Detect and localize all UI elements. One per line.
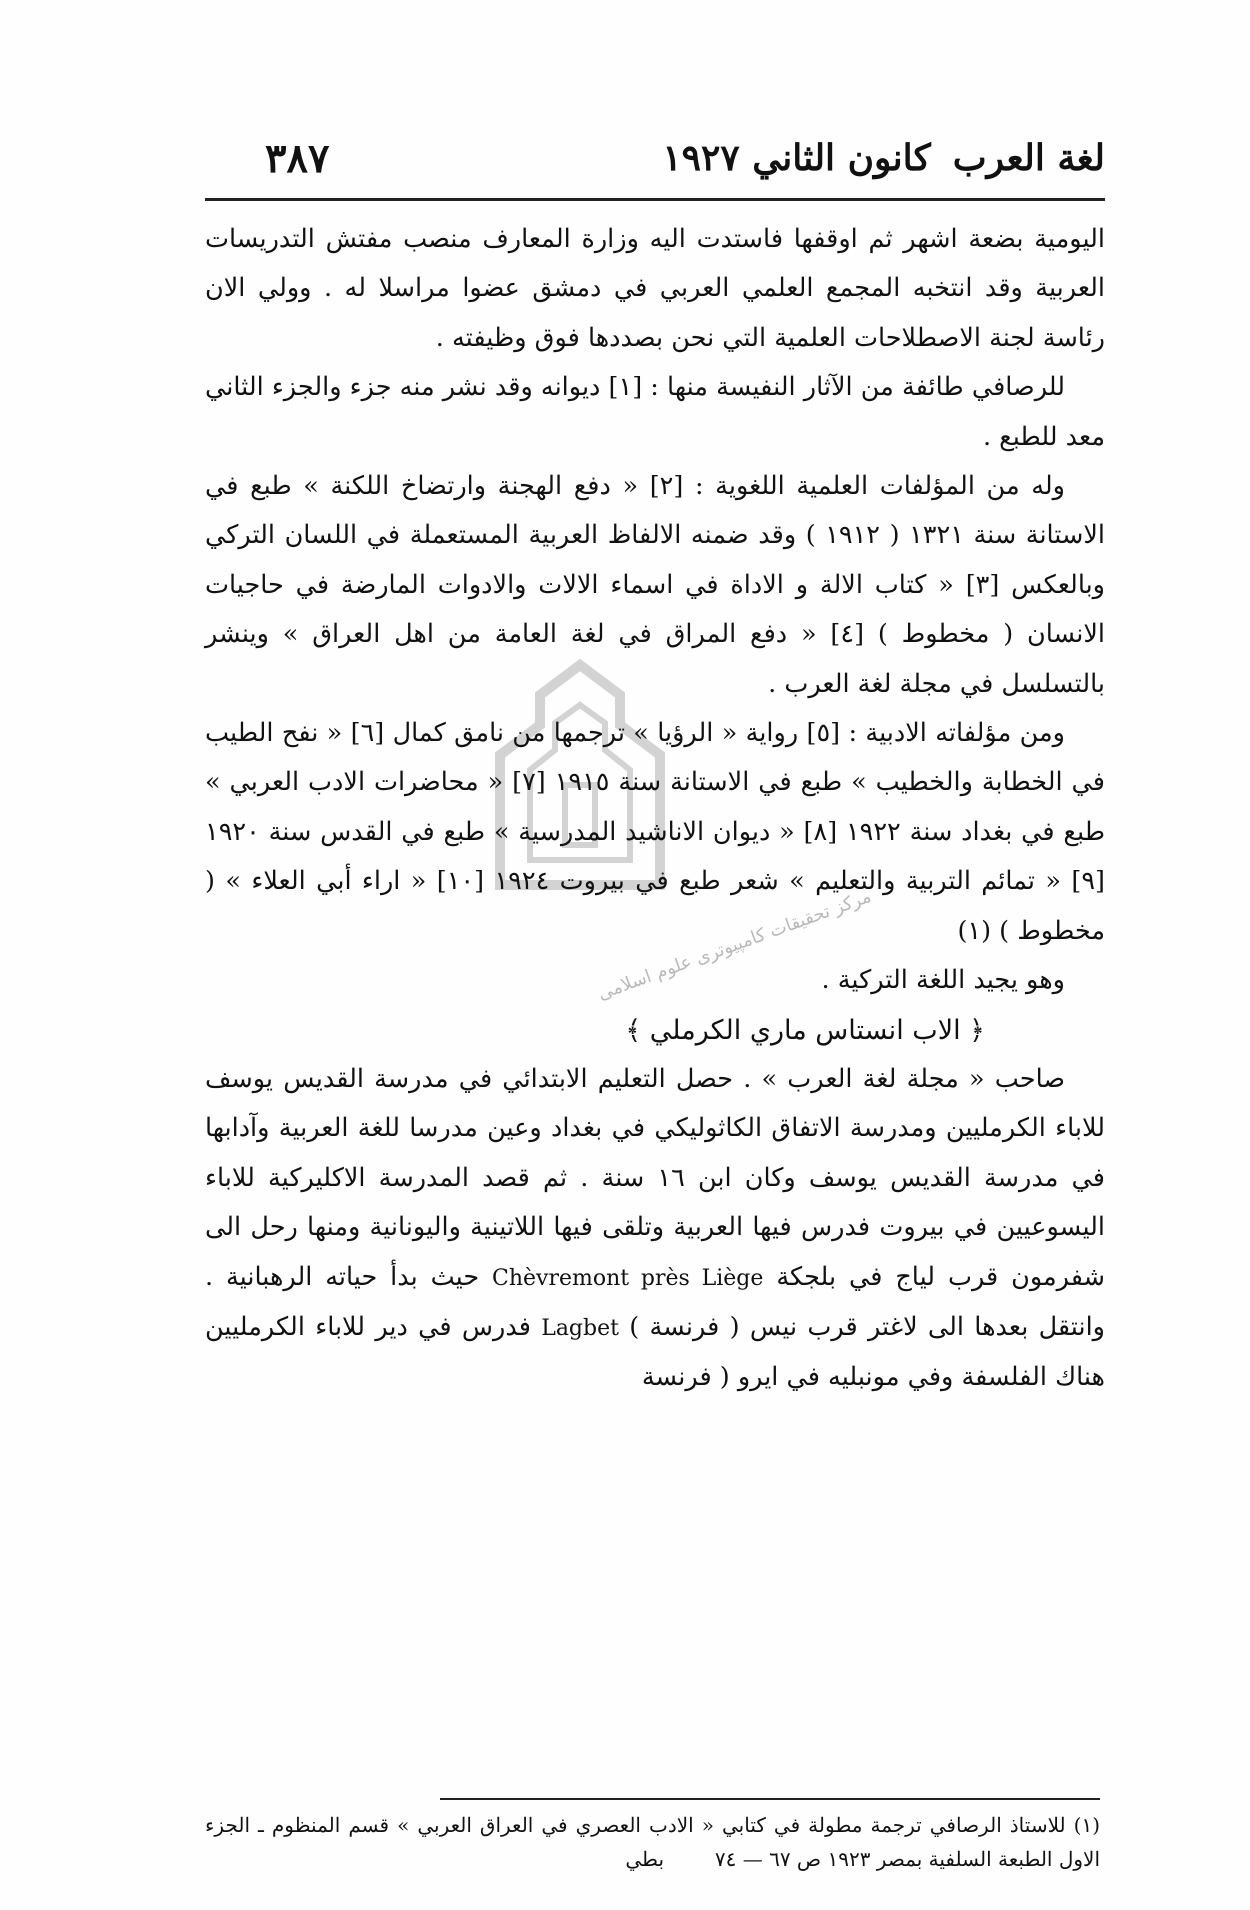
section-heading: ﴿ الاب انستاس ماري الكرملي ﴾	[625, 1014, 985, 1046]
footnote-signature: بطي	[625, 1847, 665, 1871]
paragraph-3: وله من المؤلفات العلمية اللغوية : [٢] « دفع الهجنة وارتضاخ اللكنة » طبع في الاستانة سنة ١٣٢١ ( ١٩١٢ ) وقد ضمنه الالفاظ العربية المستعملة في اللسان التركي وبالعكس [٣] « كتاب الالة و الاداة في اسماء الالات والادوات المارضة في حاجيات الانسان ( مخطوط ) [٤] « دفع المراق في لغة العامة من اهل العراق » وينشر بالتسلسل في مجلة لغة العرب .	[205, 471, 1106, 699]
main-text	[205, 215, 1105, 1403]
issue-date: كانون الثاني ١٩٢٧	[662, 137, 931, 179]
latin-place-name-1: Chèvremont près Liège	[492, 1265, 764, 1291]
section-paragraph-cont-1: حيث بدأ حياته الرهبانية . وانتقل بعدها الى لاغتر قرب نيس ( فرنسة )	[205, 1261, 1105, 1342]
latin-place-name-2: Lagbet	[541, 1315, 619, 1341]
footnotes	[205, 1808, 1100, 1876]
header-rule	[205, 198, 1105, 201]
running-header	[205, 128, 1105, 188]
section-paragraph	[205, 1055, 1105, 1403]
footnote-text: (١) للاستاذ الرصافي ترجمة مطولة في كتابي « الادب العصري في العراق العربي » قسم المنظوم ـ الجزء الاول الطبعة السلفية بمصر ١٩٢٣ ص ٦٧ — ٧٤	[205, 1813, 1100, 1871]
watermark-caption: مركز تحقیقات کامپیوتری علوم اسلامی	[595, 885, 874, 1005]
page-number: ٣٨٧	[265, 134, 330, 182]
paragraph-2: للرصافي طائفة من الآثار النفيسة منها : [١] ديوانه وقد نشر منه جزء والجزء الثاني معد للطبع .	[205, 372, 1105, 452]
section-paragraph-text: صاحب « مجلة لغة العرب » . حصل التعليم الابتدائي في مدرسة القديس يوسف للاباء الكرمليين ومدرسة الاتفاق الكاثوليكي في بغداد وعين مدرسا للغة العربية وآدابها في مدرسة القديس يوسف وكان ابن ١٦ سنة . ثم قصد المدرسة الاكليركية للاباء اليسوعيين في بيروت فدرس فيها العربية وتلقى فيها اللاتينية واليونانية ومنها رحل الى شفرمون قرب لياج في بلجكة	[205, 1063, 1106, 1292]
journal-title: لغة العرب	[952, 137, 1105, 179]
paragraph-1: اليومية بضعة اشهر ثم اوقفها فاستدت اليه وزارة المعارف منصب مفتش التدريسات العربية وقد انتخبه المجمع العلمي العربي في دمشق عضوا مراسلا له . وولي الان رئاسة لجنة الاصطلاحات العلمية التي نحن بصددها فوق وظيفته .	[205, 224, 1105, 353]
footnote-1	[205, 1808, 1100, 1876]
paragraph-5: وهو يجيد اللغة التركية .	[821, 965, 1065, 996]
footnote-rule	[440, 1798, 1100, 1800]
paragraph-4: ومن مؤلفاته الادبية : [٥] رواية « الرؤيا » ترجمها من نامق كمال [٦] « نفح الطيب في الخطابة والخطيب » طبع في الاستانة سنة ١٩١٥ [٧] « محاضرات الادب العربي » طبع في بغداد سنة ١٩٢٢ [٨] « ديوان الاناشيد المدرسية » طبع في القدس سنة ١٩٢٠ [٩] « تمائم التربية والتعليم » شعر طبع في بيروت ١٩٢٤ [١٠] « اراء أبي العلاء » ( مخطوط ) (١)	[205, 718, 1105, 946]
section-paragraph-cont-2: فدرس في دير للاباء الكرمليين هناك الفلسفة وفي مونبليه في ايرو ( فرنسة	[205, 1311, 1105, 1393]
